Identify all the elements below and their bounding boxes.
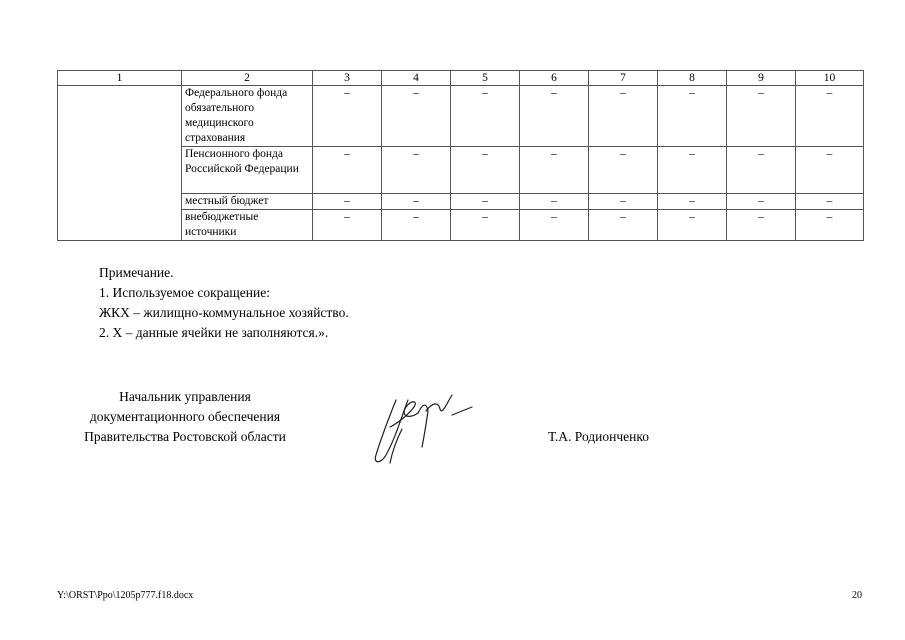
table-cell: – xyxy=(451,86,520,147)
table-cell: – xyxy=(382,86,451,147)
header-cell: 3 xyxy=(313,71,382,86)
table-cell: – xyxy=(796,147,864,194)
table-cell: – xyxy=(589,194,658,210)
table-cell: – xyxy=(727,194,796,210)
table-cell: – xyxy=(658,86,727,147)
table-cell: – xyxy=(658,147,727,194)
signatory-title-line: документационного обеспечения xyxy=(89,409,281,424)
table-cell: – xyxy=(658,210,727,241)
table-cell: – xyxy=(520,194,589,210)
table-cell: – xyxy=(796,86,864,147)
table-cell: – xyxy=(658,194,727,210)
header-cell: 6 xyxy=(520,71,589,86)
header-cell: 10 xyxy=(796,71,864,86)
table-cell: – xyxy=(727,147,796,194)
row-label: местный бюджет xyxy=(182,194,313,210)
signatory-title-line: Правительства Ростовской области xyxy=(84,429,286,444)
table-cell: – xyxy=(520,86,589,147)
notes-line: ЖКХ – жилищно-коммунальное хозяйство. xyxy=(99,305,349,320)
table-row xyxy=(58,86,864,147)
notes-line: 1. Используемое сокращение: xyxy=(99,285,270,300)
table-cell: – xyxy=(382,194,451,210)
header-cell: 9 xyxy=(727,71,796,86)
header-cell: 5 xyxy=(451,71,520,86)
row-label: Пенсионного фонда Российской Федерации xyxy=(182,147,313,194)
row-label: внебюджетные источники xyxy=(182,210,313,241)
table-cell: – xyxy=(727,86,796,147)
header-cell: 8 xyxy=(658,71,727,86)
header-cell: 2 xyxy=(182,71,313,86)
table-cell: – xyxy=(589,86,658,147)
table-cell: – xyxy=(382,147,451,194)
table-cell: – xyxy=(727,210,796,241)
header-cell: 7 xyxy=(589,71,658,86)
table-cell: – xyxy=(796,210,864,241)
table-cell: – xyxy=(589,147,658,194)
table-cell: – xyxy=(796,194,864,210)
signature-icon xyxy=(368,385,478,470)
notes-line: 2. Х – данные ячейки не заполняются.». xyxy=(99,325,329,340)
table-cell: – xyxy=(313,210,382,241)
row-label: Федерального фонда обязательного медицинского страхования xyxy=(182,86,313,147)
notes-block xyxy=(99,263,349,343)
table-header-row xyxy=(58,71,864,86)
budget-table xyxy=(57,70,864,241)
table-cell: – xyxy=(589,210,658,241)
table-cell: – xyxy=(313,86,382,147)
table-cell: – xyxy=(313,147,382,194)
header-cell: 1 xyxy=(58,71,182,86)
table-cell: – xyxy=(520,210,589,241)
empty-merged-cell xyxy=(58,86,182,241)
signatory-name: Т.А. Родионченко xyxy=(548,429,649,444)
footer-file-path: Y:\ORST\Ppo\1205p777.f18.docx xyxy=(57,590,194,601)
page-number: 20 xyxy=(852,590,862,601)
table-cell: – xyxy=(382,210,451,241)
table-cell: – xyxy=(451,194,520,210)
signatory-title-line: Начальник управления xyxy=(119,389,251,404)
table-cell: – xyxy=(451,210,520,241)
table-cell: – xyxy=(313,194,382,210)
signatory-title xyxy=(57,387,313,447)
table-cell: – xyxy=(520,147,589,194)
header-cell: 4 xyxy=(382,71,451,86)
notes-title: Примечание. xyxy=(99,265,174,280)
table-cell: – xyxy=(451,147,520,194)
